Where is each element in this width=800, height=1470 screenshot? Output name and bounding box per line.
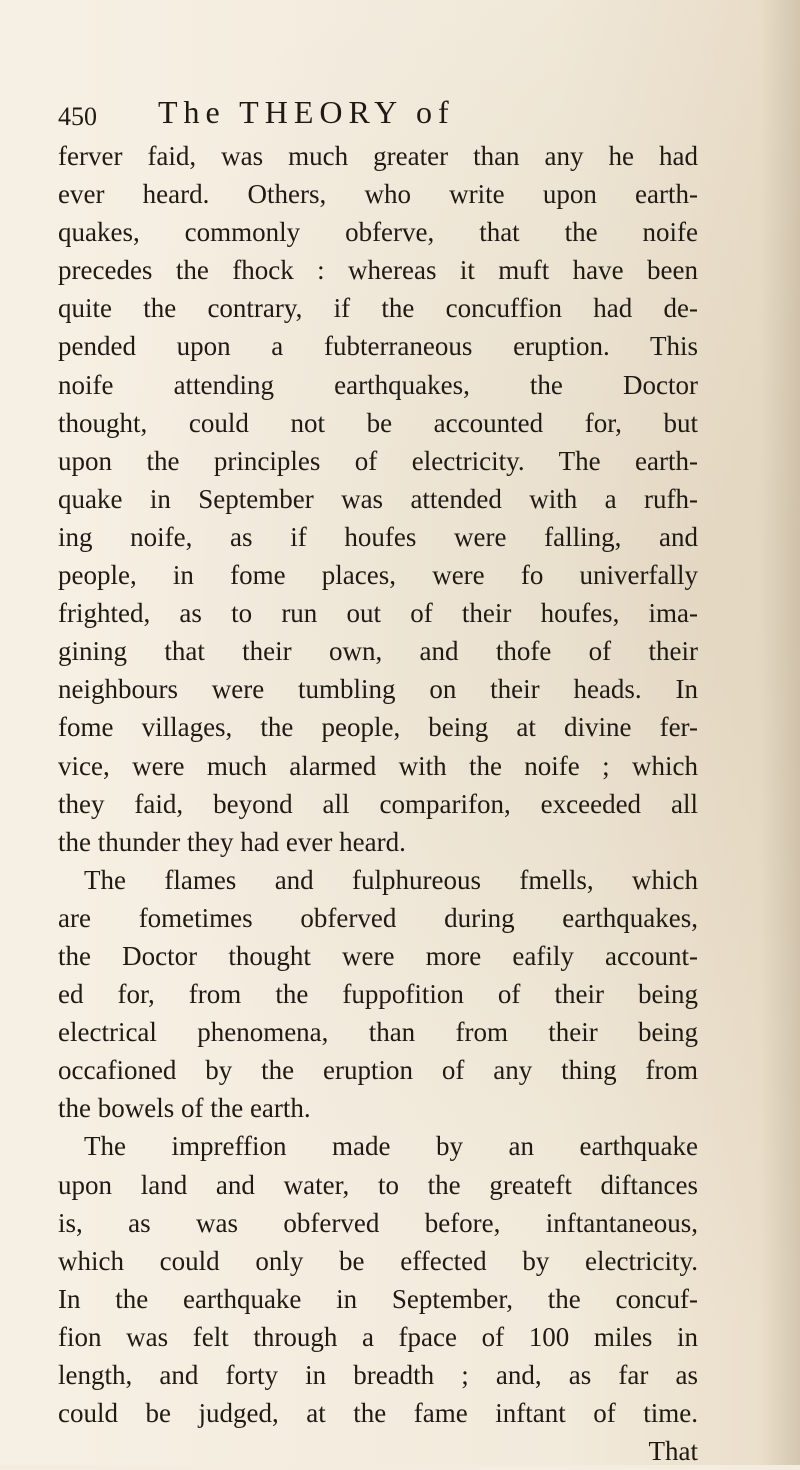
text-line: could be judged, at the fame inftant of time. (58, 1398, 698, 1429)
text-line: fome villages, the people, being at divine fer- (58, 712, 698, 743)
text-line: noife attending earthquakes, the Doctor (58, 369, 698, 400)
text-line: people, in fome places, were fo univerfally (58, 560, 698, 591)
text-line: ferver faid, was much greater than any he had (58, 141, 698, 171)
text-line: frighted, as to run out of their houfes, ima- (58, 598, 698, 629)
text-line: vice, were much alarmed with the noife ; which (58, 750, 698, 781)
text-line: quakes, commonly obferve, that the noife (58, 217, 698, 248)
text-line: neighbours were tumbling on their heads. In (58, 674, 698, 705)
text-line: In the earthquake in September, the concuf- (58, 1283, 698, 1314)
text-line: upon land and water, to the greateft diftances (58, 1169, 698, 1200)
text-line: ing noife, as if houfes were falling, and (58, 521, 698, 552)
text-line: they faid, beyond all comparifon, exceeded all (58, 788, 698, 819)
text-line: electrical phenomena, than from their being (58, 1017, 698, 1048)
paragraph-end-line: the bowels of the earth. (58, 1093, 311, 1124)
text-line: thought, could not be accounted for, but (58, 407, 698, 438)
text-line: occafioned by the eruption of any thing from (58, 1055, 698, 1086)
text-line: upon the principles of electricity. The earth- (58, 445, 698, 476)
text-line: ed for, from the fuppofition of their being (58, 979, 698, 1010)
text-line: are fometimes obferved during earthquakes, (58, 902, 698, 933)
text-line: the Doctor thought were more eafily account- (58, 940, 698, 971)
text-line: quite the contrary, if the concuffion had de- (58, 293, 698, 324)
paragraph-start-line: The impreffion made by an earthquake (84, 1131, 698, 1162)
text-line: length, and forty in breadth ; and, as far as (58, 1360, 698, 1390)
text-line: is, as was obferved before, inftantaneous, (58, 1207, 698, 1238)
paragraph-start-line: The flames and fulphureous fmells, which (84, 864, 698, 895)
catchword: That (648, 1436, 698, 1467)
text-line: pended upon a fubterraneous eruption. This (58, 331, 698, 362)
text-line: fion was felt through a fpace of 100 miles in (58, 1321, 698, 1352)
text-line: precedes the fhock : whereas it muft have been (58, 255, 698, 286)
page-header (58, 92, 698, 132)
page-number: 450 (58, 102, 97, 131)
text-line: gining that their own, and thofe of their (58, 636, 698, 667)
body-text (58, 137, 698, 1470)
text-line: ever heard. Others, who write upon earth- (58, 179, 698, 210)
text-line: quake in September was attended with a rufh- (58, 483, 698, 514)
running-title: The THEORY of (158, 94, 455, 130)
text-line: which could only be effected by electricity. (58, 1245, 698, 1276)
paragraph-end-line: the thunder they had ever heard. (58, 826, 406, 857)
page-edge-shadow (760, 0, 800, 1465)
